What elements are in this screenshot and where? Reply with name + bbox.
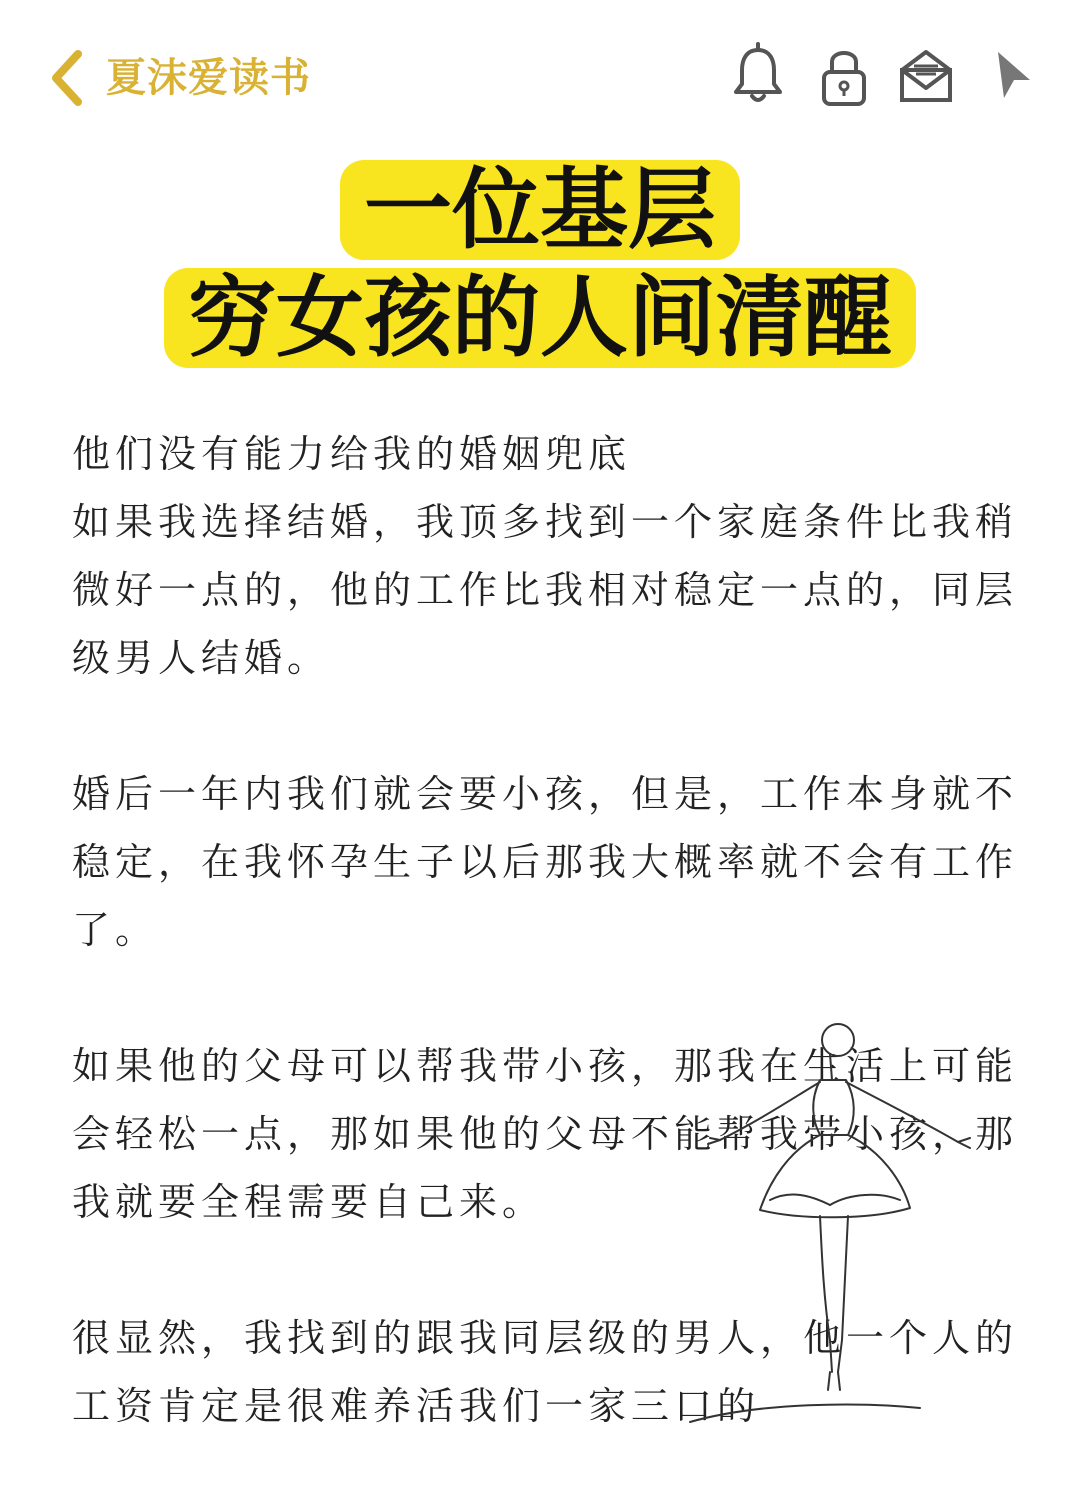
paragraph-1: 他们没有能力给我的婚姻兜底 如果我选择结婚，我顶多找到一个家庭条件比我稍微好一点的，他的工作比我相对稳定一点的，同层级男人结婚。	[72, 432, 1019, 680]
title-line-1: 一位基层	[340, 160, 740, 260]
mail-icon	[894, 40, 958, 112]
ballerina-illustration	[680, 1010, 980, 1430]
lock-icon	[812, 40, 876, 112]
top-bar	[0, 0, 1080, 150]
mail-button[interactable]	[894, 40, 958, 112]
cursor-arrow-icon	[984, 40, 1048, 112]
bell-icon	[726, 40, 790, 112]
lock-button[interactable]	[812, 40, 876, 112]
paragraph-3: 如果他的父母可以帮我带小孩，那我在生活上可能会轻松一点，那如果他的父母不能帮我带小孩，那我就要全程需要自己来。	[72, 1044, 1019, 1224]
back-button[interactable]	[44, 46, 94, 110]
share-button[interactable]	[984, 40, 1048, 112]
paragraph-4: 很显然，我找到的跟我同层级的男人，他一个人的 工资肯定是很难养活我们一家三口的	[72, 1316, 1019, 1428]
title-line-2: 穷女孩的人间清醒	[164, 268, 916, 368]
chevron-left-icon	[44, 46, 94, 110]
account-name[interactable]: 夏沫爱读书	[106, 55, 311, 101]
title-block	[0, 160, 1080, 368]
notification-button[interactable]	[726, 40, 790, 112]
paragraph-2: 婚后一年内我们就会要小孩，但是，工作本身就不稳定，在我怀孕生子以后那我大概率就不会有工作了。	[72, 772, 1019, 952]
